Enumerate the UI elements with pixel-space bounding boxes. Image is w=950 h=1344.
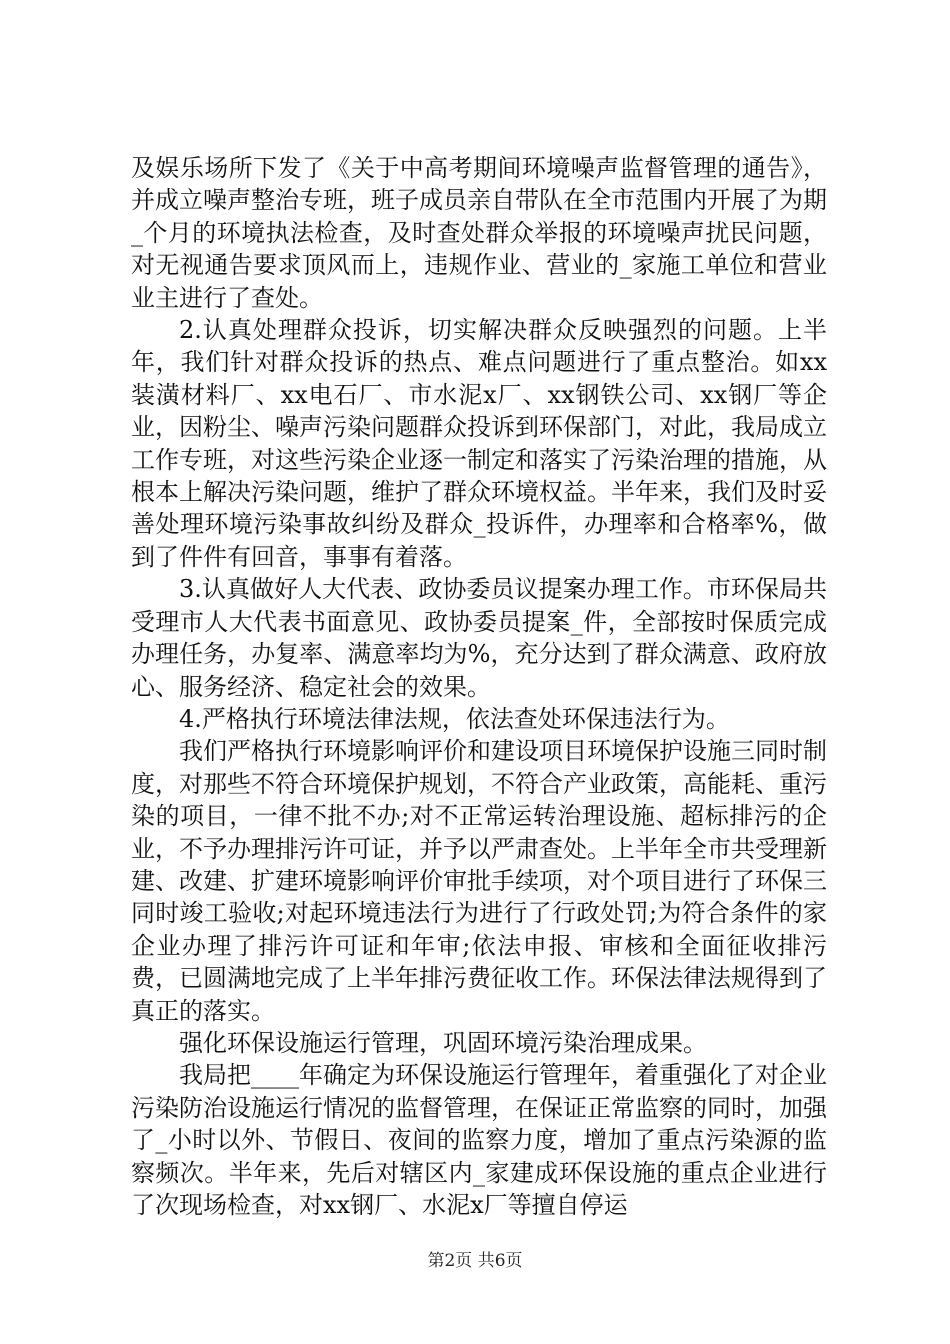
- paragraph-item-2: 2.认真处理群众投诉，切实解决群众反映强烈的问题。上半年，我们针对群众投诉的热点、难点问题进行了重点整治。如xx装潢材料厂、xx电石厂、市水泥x厂、xx钢铁公司、xx钢厂等企业，因粉尘、噪声污染问题群众投诉到环保部门，对此，我局成立工作专班，对这些污染企业逐一制定和落实了污染治理的措施，从根本上解决污染问题，维护了群众环境权益。半年来，我们及时妥善处理环境污染事故纠纷及群众_投诉件，办理率和合格率%，做到了件件有回音，事事有着落。: [131, 316, 827, 571]
- page-number-footer: 第2页 共6页: [427, 1251, 523, 1271]
- paragraph-enforcement: 我们严格执行环境影响评价和建设项目环境保护设施三同时制度，对那些不符合环境保护规划，不符合产业政策，高能耗、重污染的项目，一律不批不办;对不正常运转治理设施、超标排污的企业，不予办理排污许可证，并予以严肃查处。上半年全市共受理新建、改建、扩建环境影响评价审批手续项，对个项目进行了环保三同时竣工验收;对起环境违法行为进行了行政处罚;为符合条件的家企业办理了排污许可证和年审;依法申报、审核和全面征收排污费，已圆满地完成了上半年排污费征收工作。环保法律法规得到了真正的落实。: [131, 737, 827, 1025]
- document-body: [131, 152, 827, 1221]
- paragraph-item-3: 3.认真做好人大代表、政协委员议提案办理工作。市环保局共受理市人大代表书面意见、政协委员提案_件，全部按时保质完成办理任务，办复率、满意率均为%，充分达到了群众满意、政府放心、服务经济、稳定社会的效果。: [131, 575, 827, 701]
- paragraph-item-4: 4.严格执行环境法律法规，依法查处环保违法行为。: [179, 704, 730, 733]
- paragraph-continued: 及娱乐场所下发了《关于中高考期间环境噪声监督管理的通告》，并成立噪声整治专班，班子成员亲自带队在全市范围内开展了为期_个月的环境执法检查，及时查处群众举报的环境噪声扰民问题，对无视通告要求顶风而上，违规作业、营业的_家施工单位和营业业主进行了查处。: [131, 154, 827, 312]
- paragraph-heading-facilities: 强化环保设施运行管理，巩固环境污染治理成果。: [179, 1028, 707, 1057]
- paragraph-facilities: 我局把____年确定为环保设施运行管理年，着重强化了对企业污染防治设施运行情况的监督管理，在保证正常监察的同时，加强了_小时以外、节假日、夜间的监察力度，增加了重点污染源的监察频次。半年来，先后对辖区内_家建成环保设施的重点企业进行了次现场检查，对xx钢厂、水泥x厂等擅自停运: [131, 1061, 827, 1219]
